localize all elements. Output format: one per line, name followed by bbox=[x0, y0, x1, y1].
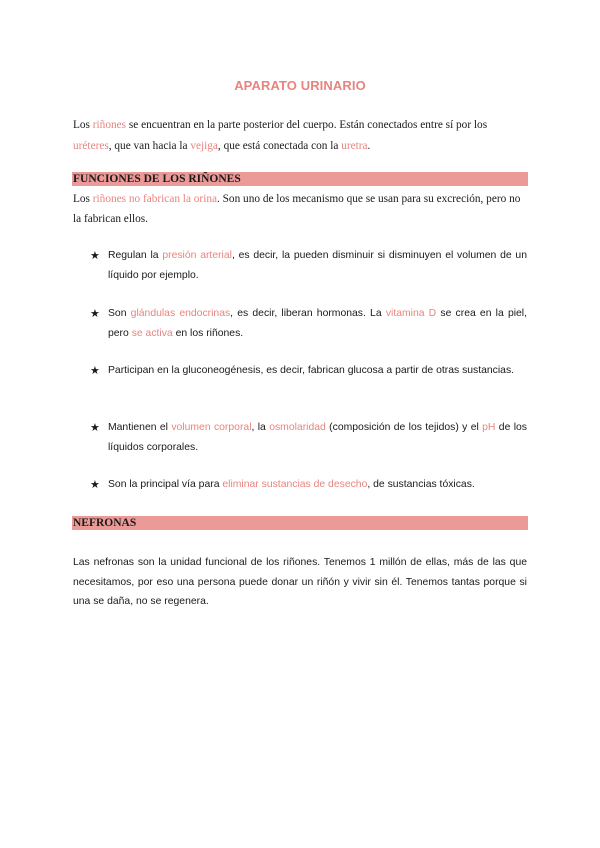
keyword: osmolaridad bbox=[269, 422, 326, 433]
text: Los bbox=[73, 193, 93, 205]
text: , que van hacia la bbox=[108, 139, 191, 152]
text: , de sustancias tóxicas. bbox=[367, 479, 475, 490]
star-icon: ★ bbox=[90, 307, 100, 320]
text: Regulan la bbox=[108, 250, 163, 261]
functions-paragraph bbox=[73, 189, 527, 229]
star-icon: ★ bbox=[90, 421, 100, 434]
keyword: uretra bbox=[341, 139, 368, 152]
list-item-text bbox=[108, 304, 527, 343]
star-icon: ★ bbox=[90, 478, 100, 491]
text: . bbox=[367, 139, 371, 152]
keyword: volumen corporal bbox=[171, 422, 252, 433]
list-item-text bbox=[108, 246, 527, 285]
page-title: APARATO URINARIO bbox=[234, 78, 366, 93]
text: de los líquidos corporales. bbox=[108, 422, 527, 453]
star-icon: ★ bbox=[90, 249, 100, 262]
keyword: pH bbox=[482, 422, 496, 433]
keyword: glándulas endocrinas bbox=[130, 308, 231, 319]
text: , es decir, liberan hormonas. La bbox=[230, 308, 386, 319]
text: Participan en la gluconeogénesis, es decir, fabrican glucosa a partir de otras sustancias. bbox=[108, 365, 515, 376]
text: se crea en la piel, pero bbox=[108, 308, 528, 339]
text: Son la principal vía para bbox=[108, 479, 223, 490]
list-item-text bbox=[108, 361, 527, 381]
keyword: riñones no fabrican la orina bbox=[92, 193, 217, 205]
text: se encuentran en la parte posterior del cuerpo. Están conectados entre sí por los bbox=[126, 119, 488, 131]
keyword: vitamina D bbox=[385, 308, 437, 319]
keyword: eliminar sustancias de desecho bbox=[222, 479, 368, 490]
nephrons-paragraph: Las nefronas son la unidad funcional de los riñones. Tenemos 1 millón de ellas, más de las que necesitamos, por eso una persona puede donar un riñón y vivir sin él. Tenemos tantas porque si una se daña, no se regenera. bbox=[73, 557, 527, 607]
section-heading-nephrons: NEFRONAS bbox=[72, 516, 528, 530]
text: (composición de los tejidos) y el bbox=[325, 422, 483, 433]
text: Los bbox=[73, 119, 93, 131]
text: Son bbox=[108, 308, 131, 319]
text: Mantienen el bbox=[108, 422, 172, 433]
keyword: riñones bbox=[92, 119, 127, 131]
text: , la bbox=[251, 422, 270, 433]
text: , es decir, la pueden disminuir si disminuyen el volumen de un líquido por ejemplo. bbox=[108, 250, 527, 281]
keyword: se activa bbox=[131, 327, 173, 339]
text: , que está conectada con la bbox=[217, 139, 342, 152]
text: . Son uno de los mecanismo que se usan para su excreción, pero no la fabrican ellos. bbox=[73, 193, 521, 225]
keyword: vejiga bbox=[190, 139, 218, 152]
intro-paragraph bbox=[73, 115, 527, 156]
keyword: uréteres bbox=[73, 139, 109, 152]
list-item-text bbox=[108, 475, 527, 495]
keyword: presión arterial bbox=[162, 250, 232, 261]
star-icon: ★ bbox=[90, 364, 100, 377]
list-item-text bbox=[108, 418, 527, 457]
text: en los riñones. bbox=[172, 327, 244, 339]
section-heading-functions: FUNCIONES DE LOS RIÑONES bbox=[72, 172, 528, 186]
